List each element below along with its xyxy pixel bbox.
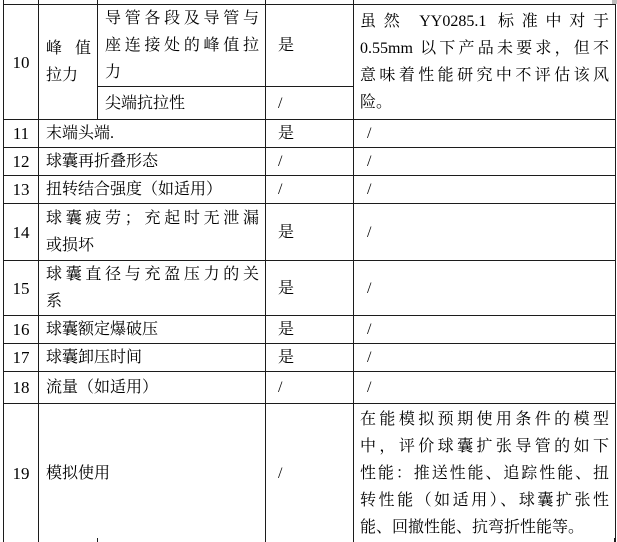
performance-evaluation-table xyxy=(3,4,616,542)
item-name: 球囊疲劳；充起时无泄漏 或损坏 xyxy=(39,204,266,261)
table-row xyxy=(4,204,616,261)
comment: / xyxy=(354,344,616,372)
comment: 虽然 YY0285.1 标准中对于 0.55mm 以下产品未要求，但不 意味着性能研究中不评估该风 险。 xyxy=(354,5,616,120)
applicable-value: 是 xyxy=(266,120,354,148)
comment: / xyxy=(354,204,616,261)
applicable-value: 是 xyxy=(266,316,354,344)
applicable-value: / xyxy=(266,176,354,204)
row-number: 13 xyxy=(4,176,39,204)
row-number: 10 xyxy=(4,5,39,120)
table-row xyxy=(4,120,616,148)
table-gridline-fragment xyxy=(353,538,354,542)
comment: / xyxy=(354,261,616,316)
table-row xyxy=(4,344,616,372)
table-gridline-fragment xyxy=(38,538,39,542)
item-name: 球囊额定爆破压 xyxy=(39,316,266,344)
row-number: 19 xyxy=(4,404,39,542)
item-name: 模拟使用 xyxy=(39,404,266,542)
table-gridline-fragment xyxy=(3,538,4,542)
item-name: 峰值 拉力 xyxy=(39,5,98,120)
comment: / xyxy=(354,176,616,204)
comment: / xyxy=(354,372,616,404)
applicable-value: 是 xyxy=(266,204,354,261)
table-row xyxy=(4,5,616,87)
table-row xyxy=(4,404,616,542)
row-number: 18 xyxy=(4,372,39,404)
item-name: 球囊卸压时间 xyxy=(39,344,266,372)
comment: 在能模拟预期使用条件的模型 中，评价球囊扩张导管的如下 性能：推送性能、追踪性能、扭 转性能（如适用）、球囊扩张性 能、回撤性能、抗弯折性能等。 xyxy=(354,404,616,542)
item-name: 末端头端. xyxy=(39,120,266,148)
comment: / xyxy=(354,316,616,344)
table-row xyxy=(4,261,616,316)
comment: / xyxy=(354,120,616,148)
table-gridline-fragment xyxy=(97,538,98,542)
comment: / xyxy=(354,148,616,176)
applicable-value: 是 xyxy=(266,261,354,316)
row-number: 14 xyxy=(4,204,39,261)
row-number: 12 xyxy=(4,148,39,176)
applicable-value: 是 xyxy=(266,5,354,87)
applicable-value: 是 xyxy=(266,344,354,372)
table-gridline-fragment xyxy=(265,538,266,542)
table-gridline-fragment xyxy=(614,538,615,542)
applicable-value: / xyxy=(266,372,354,404)
row-number: 16 xyxy=(4,316,39,344)
sub-item-name: 尖端抗拉性 xyxy=(98,87,266,120)
applicable-value: / xyxy=(266,404,354,542)
item-name: 球囊直径与充盈压力的关 系 xyxy=(39,261,266,316)
row-number: 11 xyxy=(4,120,39,148)
item-name: 扭转结合强度（如适用） xyxy=(39,176,266,204)
item-name: 球囊再折叠形态 xyxy=(39,148,266,176)
sub-item-name: 导管各段及导管与 座连接处的峰值拉 力 xyxy=(98,5,266,87)
table-row xyxy=(4,176,616,204)
row-number: 15 xyxy=(4,261,39,316)
table-row xyxy=(4,316,616,344)
table-row xyxy=(4,148,616,176)
table-row xyxy=(4,372,616,404)
applicable-value: / xyxy=(266,148,354,176)
row-number: 17 xyxy=(4,344,39,372)
item-name: 流量（如适用） xyxy=(39,372,266,404)
applicable-value: / xyxy=(266,87,354,120)
